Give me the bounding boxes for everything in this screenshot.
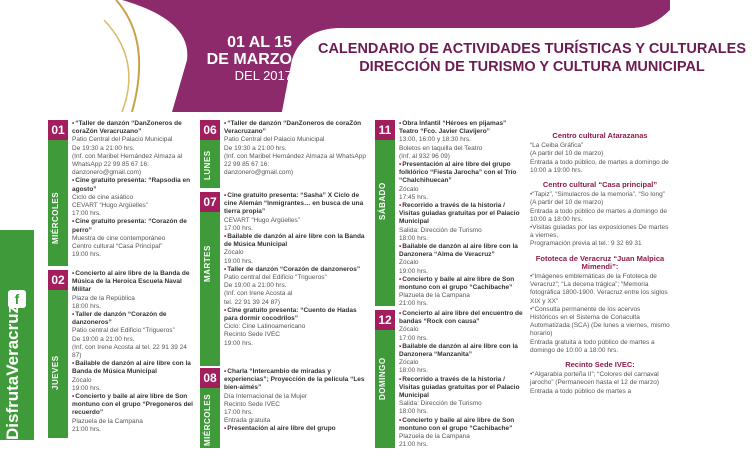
day-name: LUNES (203, 150, 212, 180)
event-title: • Concierto y baile al aire libre de Son montuno con el grupo “Cachibache” (399, 276, 525, 292)
day-block-08: 08 MIÉRCOLES • Charla “Intercambio de miradas y experiencias”; Proyección de la película “Les bien-aimés” Día Internacional de la Mujer Recinto Sede IVEC 17:00 hrs. Entrada gratuita • Presentación al aire libre del grupo (200, 368, 372, 448)
day-block-11: 11 SÁBADO • Obra Infantil “Héroes en pijamas” Teatro “Fco. Javier Clavijero” 13:00, 16:00 y 18:30 hrs. Boletos en taquilla del Teatro (Inf. al 932 96 09) • Presentación al aire libre del grupo folklórico “Fiesta Jarocha” con el Trío “Chalchihuecan” Zócalo 17:45 hrs. • Recorrido a través de la historia / Visitas guiadas gratuitas por el Palacio Municipal Salida: Dirección de Turismo 18:00 hrs. • Bailable de danzón al aire libre con la Danzonera “Alma de Veracruz” Zócalo 19:00 hrs. • Concierto y baile al aire libre de Son montuno con el grupo “Cachibache” Plazuela de la Campana 21:00 hrs. (375, 120, 525, 310)
venue-title: Centro cultural “Casa principal” (542, 180, 658, 190)
header-ribbon (92, 0, 747, 112)
day-block-06: 06 LUNES • “Taller de danzón “DanZoneros de coraZón Veracruzano” Patio Central del Palacio Municipal De 19:30 a 21:00 hrs. (Inf. con Maribel Hernández Almaza al WhatsApp 22 99 85 67 16: danzonero@gmail.com) (200, 120, 372, 192)
title-line-2: DIRECCIÓN DE TURISMO Y CULTURA MUNICIPAL (359, 59, 705, 76)
venue-block: Centro cultural “Casa principal” •“Tapiz”, “Simulacros de la memoria”, “So long” (A partir del 10 de marzo) Entrada a todo público de martes a domingo de 10:00 a 18:00 hrs. •Visitas guiadas por las exposiciones De martes a viernes, Programación previa al tel.: 9 32 69 31 (530, 180, 669, 248)
schedule-column-2 (200, 120, 372, 448)
day-number: 01 (48, 120, 68, 140)
brand-name: DisfrutaVeracruz (3, 304, 22, 440)
day-name: MARTES (203, 245, 212, 282)
event-title: • Bailable de danzón al aire libre con la Danzonera “Manzanita” (399, 343, 525, 359)
venue-block: Centro cultural Atarazanas “La Ceiba Gráfica” (A partir del 10 de marzo) Entrada a todo público, de martes a domingo de 10:00 a 19:00 hrs. (530, 131, 669, 174)
event-title: • Bailable de danzón al aire libre con la Banda de Música Municipal (72, 360, 198, 376)
event-title: • Presentación al aire libre del grupo (224, 425, 372, 433)
event-title: • Cine gratuito presenta: “Rapsodia en agosto” (72, 177, 198, 193)
event-title: • “Taller de danzón “DanZoneros de coraZón Veracruzano” (72, 120, 198, 136)
event-title: • Taller de danzón “Corazón de danzoneros” (224, 266, 372, 274)
day-name: SÁBADO (378, 182, 387, 220)
date-line-1: 01 AL 15 (227, 34, 292, 51)
day-block-01: 01 MIÉRCOLES • “Taller de danzón “DanZoneros de coraZón Veracruzano” Patio Central del Palacio Municipal De 19:30 a 21:00 hrs. (Inf. con Maribel Hernández Almaza al WhatsApp 22 99 85 67 16: danzonero@gmail.com) • Cine gratuito presenta: “Rapsodia en agosto” Ciclo de cine asiático CEVART “Hugo Argüelles” 17:00 hrs. • Cine gratuito presenta: “Corazón de perro” Muestra de cine contemporáneo Centro cultural “Casa Principal” 19:00 hrs. (48, 120, 198, 270)
title-line-1: CALENDARIO DE ACTIVIDADES TURÍSTICAS Y CULTURALES (317, 41, 747, 57)
venue-block: Recinto Sede IVEC: •“Algarabía porteña II”; “Colores del carnaval jarocho” (Permanecen hasta el 12 de marzo) Entrada a todo público de martes a (530, 361, 670, 396)
day-number: 12 (375, 310, 395, 330)
event-title: • Concierto al aire libre de la Banda de Música de la Heroica Escuela Naval Militar (72, 270, 198, 295)
day-number: 11 (375, 120, 395, 140)
event-title: • Concierto al aire libre del encuentro de bandas “Rock con causa” (399, 310, 525, 326)
day-name: MIÉRCOLES (51, 191, 60, 244)
day-block-07: 07 MARTES • Cine gratuito presenta: “Sasha” X Ciclo de cine Alemán “Inmigrantes… en busca de una tierra propia” CEVART “Hugo Argüelles” 17:00 hrs. • Bailable de danzón al aire libre con la Banda de Música Municipal Zócalo 19:00 hrs. • Taller de danzón “Corazón de danzoneros” Patio central del Edificio “Trigueros” De 19:00 a 21:00 hrs. (Inf. con Irene Acosta al tel. 22 91 39 24 87) • Cine gratuito presenta: “Cuento de Hadas para dormir cocodrilos” Ciclo: Cine Latinoamericano Recinto Sede IVEC 19:00 hrs. (200, 192, 372, 368)
event-title: • Cine gratuito presenta: “Sasha” X Ciclo de cine Alemán “Inmigrantes… en busca de una tierra propia” (224, 192, 372, 217)
event-title: • Concierto y baile al aire libre de Son montuno con el grupo “Pregoneros del recuerdo” (72, 393, 198, 418)
day-number: 08 (200, 368, 220, 388)
venues-column (530, 132, 670, 402)
event-title: • Obra Infantil “Héroes en pijamas” Teatro “Fco. Javier Clavijero” (399, 120, 525, 136)
event-title: • Presentación al aire libre del grupo folklórico “Fiesta Jarocha” con el Trío “Chalchihuecan” (399, 161, 525, 186)
date-range (192, 35, 292, 82)
page-title (312, 40, 752, 76)
facebook-icon[interactable]: f (8, 290, 26, 308)
day-name: JUEVES (51, 355, 60, 390)
event-title: • Bailable de danzón al aire libre con la Banda de Música Municipal (224, 233, 372, 249)
event-title: • Bailable de danzón al aire libre con la Danzonera “Alma de Veracruz” (399, 243, 525, 259)
day-number: 07 (200, 192, 220, 212)
event-title: • Charla “Intercambio de miradas y experiencias”; Proyección de la película “Les bien-aimés” (224, 368, 372, 393)
event-title: • “Taller de danzón “DanZoneros de coraZón Veracruzano” (224, 120, 372, 136)
event-title: • Cine gratuito presenta: “Cuento de Hadas para dormir cocodrilos” (224, 307, 372, 323)
day-block-02: 02 JUEVES • Concierto al aire libre de la Banda de Música de la Heroica Escuela Naval Militar Plaza de la República 18:00 hrs. • Taller de danzón “Corazón de danzoneros” Patio central del Edificio “Trigueros” De 19:00 a 21:00 hrs. (Inf. con Irene Acosta al tel. 22 91 39 24 87) • Bailable de danzón al aire libre con la Banda de Música Municipal Zócalo 19:00 hrs. • Concierto y baile al aire libre de Son montuno con el grupo “Pregoneros del recuerdo” Plazuela de la Campana 21:00 hrs. (48, 270, 198, 440)
schedule-column-3 (375, 120, 525, 450)
event-title: • Cine gratuito presenta: “Corazón de perro” (72, 218, 198, 234)
venue-block: Fototeca de Veracruz “Juan Malpica Mimendi”: •“Imágenes emblemáticas de la Fototeca de Veracruz”; “La decena trágica”; “Memoria fotográfica 1800-1900. Veracruz entre los siglos XIX y XX” •“Consulta permanente de los acervos Históricos en el Sistema de Conaculta Automatizada (SCA) (De lunes a viernes, mismo horario) Entrada gratuita a todo público de martes a domingo de 10:00 a 18:00 hrs. (530, 253, 670, 354)
gold-streamer-2 (104, 20, 129, 112)
day-name: DOMINGO (378, 357, 387, 400)
event-title: • Recorrido a través de la historia / Visitas guiadas gratuitas por el Palacio Municipal (399, 376, 525, 401)
venue-title: Centro cultural Atarazanas (552, 131, 648, 140)
date-line-2: DE MARZO (206, 50, 292, 68)
venue-title: Recinto Sede IVEC: (565, 360, 635, 370)
day-number: 06 (200, 120, 220, 140)
event-title: • Taller de danzón “Corazón de danzoneros” (72, 311, 198, 327)
day-number: 02 (48, 270, 68, 290)
date-line-3: DEL 2017 (234, 67, 292, 83)
event-title: • Recorrido a través de la historia / Visitas guiadas gratuitas por el Palacio Municipal (399, 202, 525, 227)
schedule-column-1 (48, 120, 198, 440)
day-name: MIÉRCOLES (203, 393, 212, 446)
day-block-12: 12 DOMINGO • Concierto al aire libre del encuentro de bandas “Rock con causa” Zócalo 17:00 hrs. • Bailable de danzón al aire libre con la Danzonera “Manzanita” Zócalo 18:00 hrs. • Recorrido a través de la historia / Visitas guiadas gratuitas por el Palacio Municipal Salida: Dirección de Turismo 18:00 hrs. • Concierto y baile al aire libre de Son montuno con el grupo “Cachibache” Plazuela de la Campana 21:00 hrs. (375, 310, 525, 450)
venue-title: Fototeca de Veracruz “Juan Malpica Mimendi”: (535, 253, 665, 271)
event-title: • Concierto y baile al aire libre de Son montuno con el grupo “Cachibache” (399, 417, 525, 433)
